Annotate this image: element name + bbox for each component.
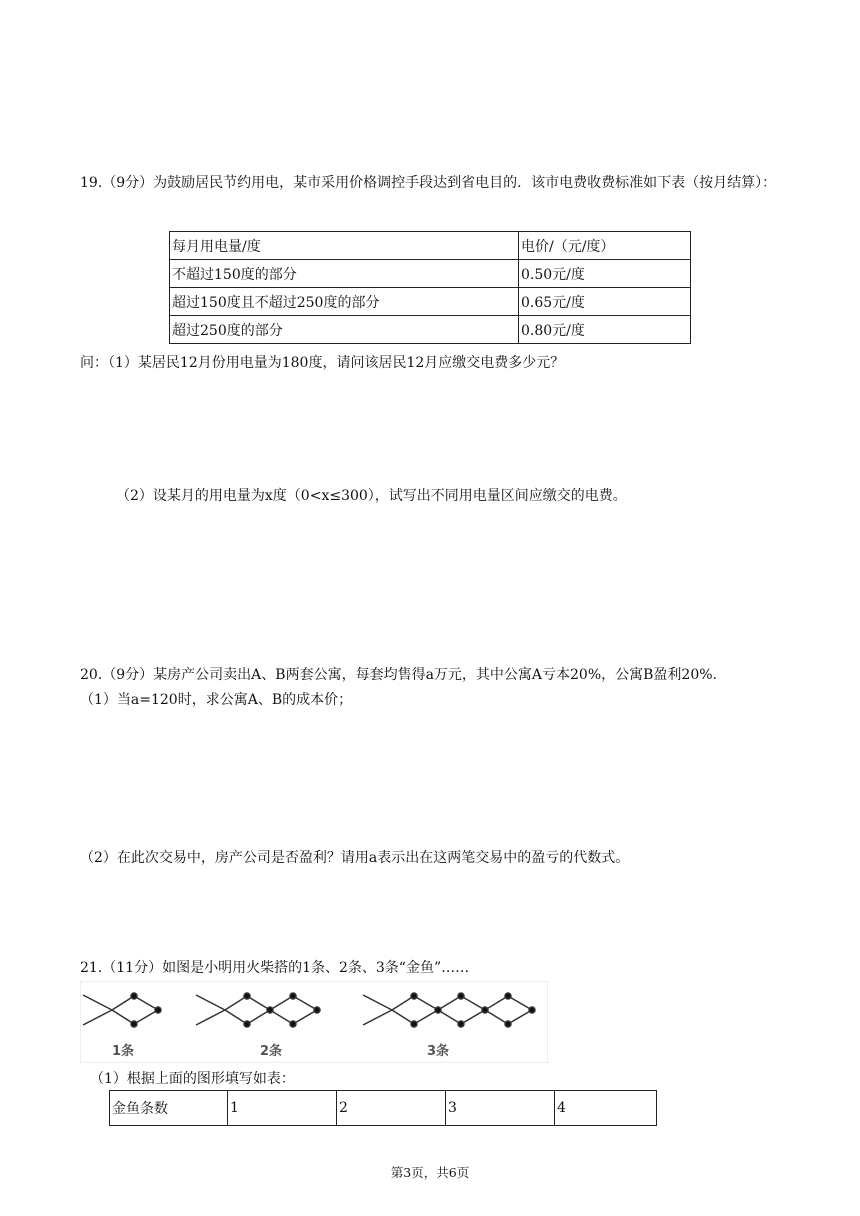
question-19-part-2: （2）设某月的用电量为x度（0<x≤300），试写出不同用电量区间应缴交的电费。 [116, 488, 627, 504]
question-21-text: 21.（11分）如图是小明用火柴搭的1条、2条、3条“金鱼”…… [80, 960, 470, 976]
question-21-part-1: （1）根据上面的图形填写如表： [90, 1071, 295, 1087]
table-cell: 1 [228, 1091, 337, 1126]
figure-label-1: 1条 [112, 1044, 135, 1059]
goldfish-figure-drawing [80, 981, 548, 1063]
table-row [170, 288, 691, 316]
matchstick-goldfish-figure [80, 981, 548, 1063]
table-cell: 0.65元/度 [519, 288, 691, 316]
table-cell: 0.50元/度 [519, 260, 691, 288]
table-header-cell: 电价/（元/度） [519, 232, 691, 260]
question-20-text: 20.（9分）某房产公司卖出A、B两套公寓，每套均售得a万元，其中公寓A亏本20%，公寓B盈利20%. [80, 667, 717, 683]
table-header-row [170, 232, 691, 260]
figure-label-3: 3条 [427, 1044, 450, 1059]
table-row [170, 316, 691, 344]
table-cell: 不超过150度的部分 [170, 260, 519, 288]
table-cell: 3 [446, 1091, 555, 1126]
question-20-part-1: （1）当a=120时，求公寓A、B的成本价； [80, 692, 353, 708]
goldfish-count-table [109, 1090, 657, 1126]
table-cell: 超过150度且不超过250度的部分 [170, 288, 519, 316]
page-footer: 第3页，共6页 [390, 1165, 470, 1180]
question-19-text: 19.（9分）为鼓励居民节约用电，某市采用价格调控手段达到省电目的．该市电费收费标准如下表（按月结算）： [80, 175, 777, 191]
table-row [170, 260, 691, 288]
electricity-price-table [169, 231, 691, 344]
table-row [110, 1091, 657, 1126]
table-cell: 金鱼条数 [110, 1091, 228, 1126]
table-header-cell: 每月用电量/度 [170, 232, 519, 260]
question-20-part-2: （2）在此次交易中，房产公司是否盈利？请用a表示出在这两笔交易中的盈亏的代数式。 [80, 850, 630, 866]
table-cell: 2 [337, 1091, 446, 1126]
question-19-part-1: 问：（1）某居民12月份用电量为180度，请问该居民12月应缴交电费多少元？ [80, 355, 565, 371]
table-cell: 超过250度的部分 [170, 316, 519, 344]
figure-label-2: 2条 [260, 1044, 283, 1059]
table-cell: 0.80元/度 [519, 316, 691, 344]
table-cell: 4 [555, 1091, 657, 1126]
